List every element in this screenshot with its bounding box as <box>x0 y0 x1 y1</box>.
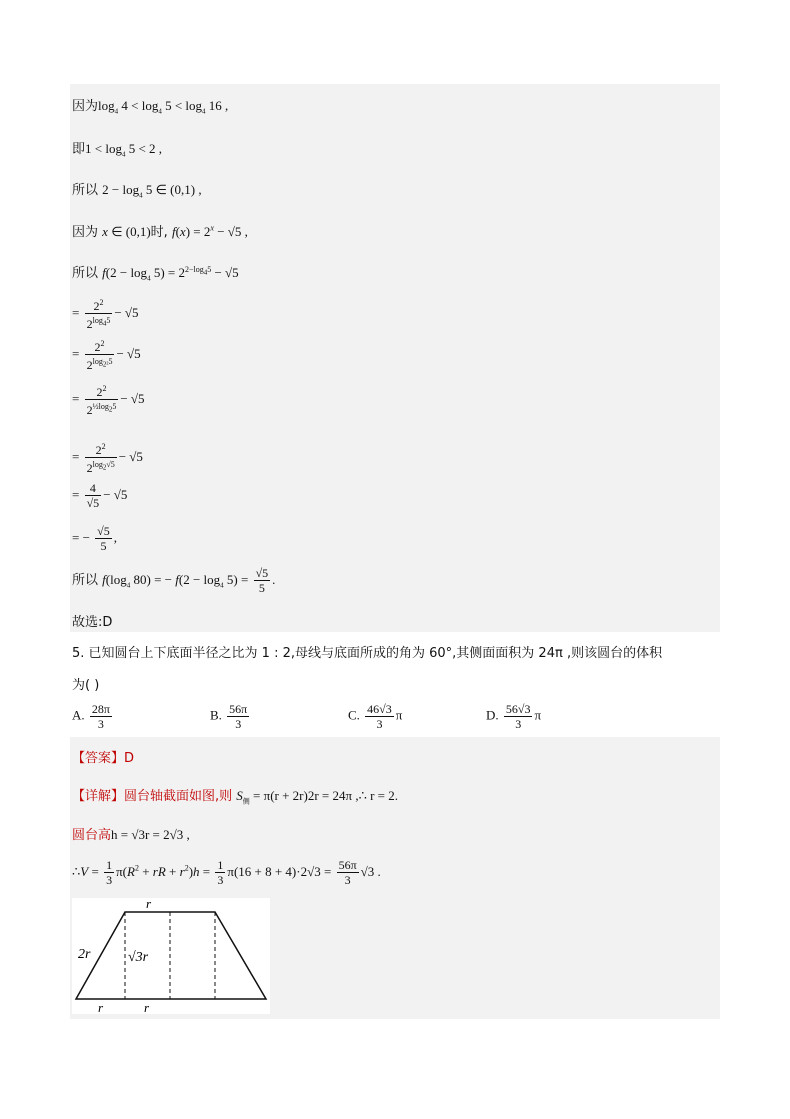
option-a[interactable]: A. $\frac{28\pi}{3}$ <box>72 702 110 731</box>
label-bottom-left: r <box>98 1000 104 1014</box>
solution-line-6: = $\frac{2^2}{2^{log_45}}$ − √5 <box>72 298 139 331</box>
detail-label: 【详解】 <box>72 789 125 804</box>
trapezoid-svg <box>72 898 270 1014</box>
height-line: 圆台高h = √3r = 2√3 , <box>72 827 190 843</box>
question-number: 5. <box>72 646 85 661</box>
trapezoid-figure <box>72 898 270 1014</box>
label-side: 2r <box>78 947 91 962</box>
question-5 <box>72 642 722 661</box>
solution-line-8: = $\frac{2^2}{2^{\frac{1}{2}log_25}}$ − √5 <box>72 384 145 417</box>
solution-line-7: = $\frac{2^2}{2^{log_{2^2}5}}$ − √5 <box>72 339 141 372</box>
solution-band <box>70 84 720 632</box>
answer-line <box>72 747 134 766</box>
solution-line-1: 因为$\log_4 4 < \log_4 5 < \log_4 16$ , <box>72 98 229 116</box>
solution-line-4: 因为 x ∈ (0,1)时, $f(x) = 2^x - √5$ , <box>72 223 248 240</box>
option-c[interactable]: C. $\frac{46√3}{3}$ π <box>348 702 403 731</box>
label-bottom-mid: r <box>144 1000 150 1014</box>
solution-line-10: = $\frac{4}{√5}$ − √5 <box>72 481 128 510</box>
solution-line-11: = − $\frac{√5}{5}$ , <box>72 524 118 553</box>
detail-line: 【详解】圆台轴截面如图,则 $S_侧 = \pi(r + 2r)2r = 24\pi$ ,∴ r = 2. <box>72 788 398 806</box>
answer-choice-line: 故选:D <box>72 615 113 630</box>
volume-line: ∴V = $\frac{1}{3}$ $\pi(R^2$ + rR + $r^2)h$ = $\frac{1}{3}$ π(16 + 8 + 4)·2√3 = $\frac{56\pi}{3}$ √3 . <box>72 858 381 887</box>
option-d[interactable]: D. $\frac{56√3}{3}$ π <box>486 702 542 731</box>
option-b[interactable]: B. $\frac{56\pi}{3}$ <box>210 702 248 731</box>
solution-line-12: 所以 $f(\log_4$ 80) = − $f(2 - \log_4 5)$ = $\frac{√5}{5}$ . <box>72 566 276 595</box>
answer-label: 【答案】 <box>72 751 125 766</box>
label-height: √3r <box>128 950 149 965</box>
solution-line-9: = $\frac{2^2}{2^{log_2√5}}$ − √5 <box>72 442 143 475</box>
label-top: r <box>146 898 152 911</box>
solution-line-3: 所以 $2 - \log_4 5$ ∈ (0,1) , <box>72 182 202 200</box>
solution-line-2: 即$1 < \log_4 5 < 2$ , <box>72 141 163 159</box>
solution-line-5: 所以 $f(2 - \log_4 5) = 2^{2-log_45} - √5$ <box>72 264 239 283</box>
question-text: 已知圆台上下底面半径之比为 1 : 2,母线与底面所成的角为 60°,其侧面面积为 24π ,则该圆台的体积 <box>88 646 663 661</box>
answer-value: D <box>124 751 135 766</box>
question-5-cont: 为( ) <box>72 678 100 693</box>
